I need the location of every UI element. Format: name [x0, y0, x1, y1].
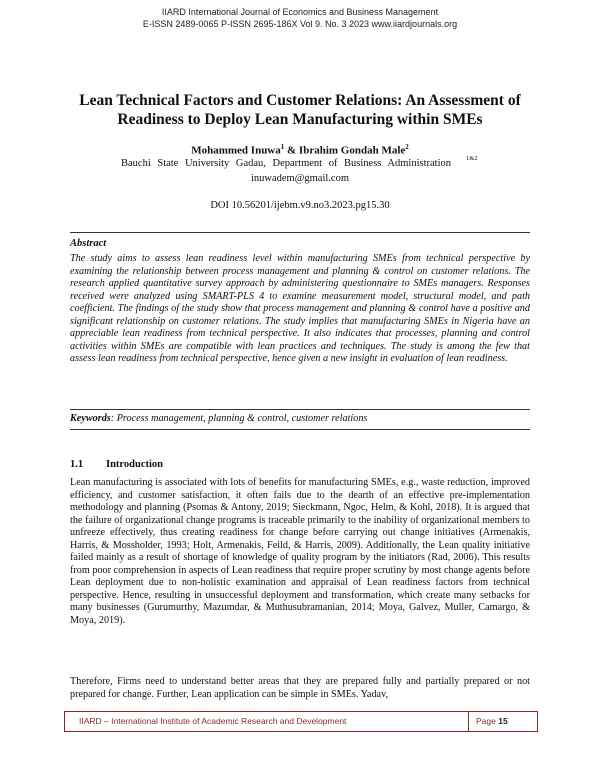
intro-paragraph-2: Therefore, Firms need to understand better areas that they are prepared fully and partially prepared or not prepared for change. Further, Lean application can be simple in SMEs. Yadav, [70, 676, 530, 700]
footer-divider [468, 712, 469, 731]
author-1-sup: 1 [280, 143, 285, 151]
author-2: & Ibrahim Gondah Male [284, 144, 406, 157]
keywords-top-rule [70, 409, 530, 410]
author-2-sup: 2 [405, 143, 409, 151]
page-label: Page [476, 716, 499, 726]
journal-issn: E-ISSN 2489-0065 P-ISSN 2695-186X Vol 9. No. 3 2023 www.iiardjournals.org [142, 19, 458, 29]
page-number: 15 [498, 716, 508, 726]
authors [0, 143, 600, 157]
section-number: 1.1 [70, 459, 84, 470]
abstract-text: The study aims to assess lean readiness level within manufacturing SMEs from technical perspective by examining the relationship between process management and planning & control on customer relations. The research applied quantitative survey approach by administering questionnaire to SMEs managers. Responses received were analyzed using SMART-PLS 4 to examine measurement model, structural model, and path coefficient. The findings of the study show that process management and planning & control have a positive and significant relationship on customer relations. The study implies that manufacturing SMEs in Nigeria have an appreciable lean readiness from technical perspective. It also indicates that processes, planning and control activities within SMEs are compatible with lean practices and techniques. The study is among the few that assess lean readiness from technical perspective, hence given a new insight in evaluation of lean readiness. [70, 253, 530, 364]
abstract-heading: Abstract [70, 238, 107, 249]
title-line-1: Lean Technical Factors and Customer Relations: An Assessment of [79, 92, 521, 109]
keywords-bottom-rule [70, 429, 530, 430]
journal-name: IIARD International Journal of Economics and Business Management [161, 7, 439, 17]
section-heading [70, 459, 163, 470]
footer-institute: IIARD – International Institute of Academic Research and Development [79, 716, 347, 726]
title-line-2: Readiness to Deploy Lean Manufacturing within SMEs [117, 111, 483, 128]
keywords-text: : Process management, planning & control, customer relations [110, 413, 368, 424]
affiliation: Bauchi State University Gadau, Department of Business Administration [121, 158, 451, 169]
doi[interactable]: DOI 10.56201/ijebm.v9.no3.2023.pg15.30 [210, 200, 390, 211]
paper-title [60, 91, 540, 129]
section-title: Introduction [106, 459, 163, 470]
author-1: Mohammed Inuwa [191, 144, 281, 157]
affiliation-sup: 1&2 [466, 155, 478, 162]
intro-paragraph-1: Lean manufacturing is associated with lots of benefits for manufacturing SMEs, e.g., waste reduction, improved efficiency, and customer satisfaction, it often fails due to the dearth of an effective pre-implementation methodology and planning (Psomas & Antony, 2019; Sieckmann, Ngoc, Helm, & Kohl, 2018). It is argued that the failure of organizational change programs is traceable primarily to the inability of organizational members to unfreeze effectively, thus creating readiness for change before carrying out change initiatives (Armenakis, Harris, & Mossholder, 1993; Holt, Armenakis, Feild, & Harris, 2009). Additionally, the Lean quality initiative failed mainly as a result of shortage of knowledge of quality program by the initiators (Rad, 2006). This results from poor comprehension in aspects of Lean readiness that require proper scrutiny by most change agents before Lean deployment due to non-holistic examination and appraisal of Lean readiness factors from technical perspective. Hence, resulting in unsuccessful deployment and transformation, which create many setbacks for many businesses (Gurumurthy, Mazumdar, & Muthusubramanian, 2014; Moya, Galvez, Muller, Camargo, & Moya, 2019). [70, 477, 530, 626]
page-footer [64, 711, 538, 732]
author-email[interactable]: inuwadem@gmail.com [250, 173, 350, 184]
keywords-label: Keywords [70, 413, 111, 424]
abstract-top-rule [70, 232, 530, 233]
keywords [70, 413, 530, 424]
footer-page [476, 716, 508, 726]
